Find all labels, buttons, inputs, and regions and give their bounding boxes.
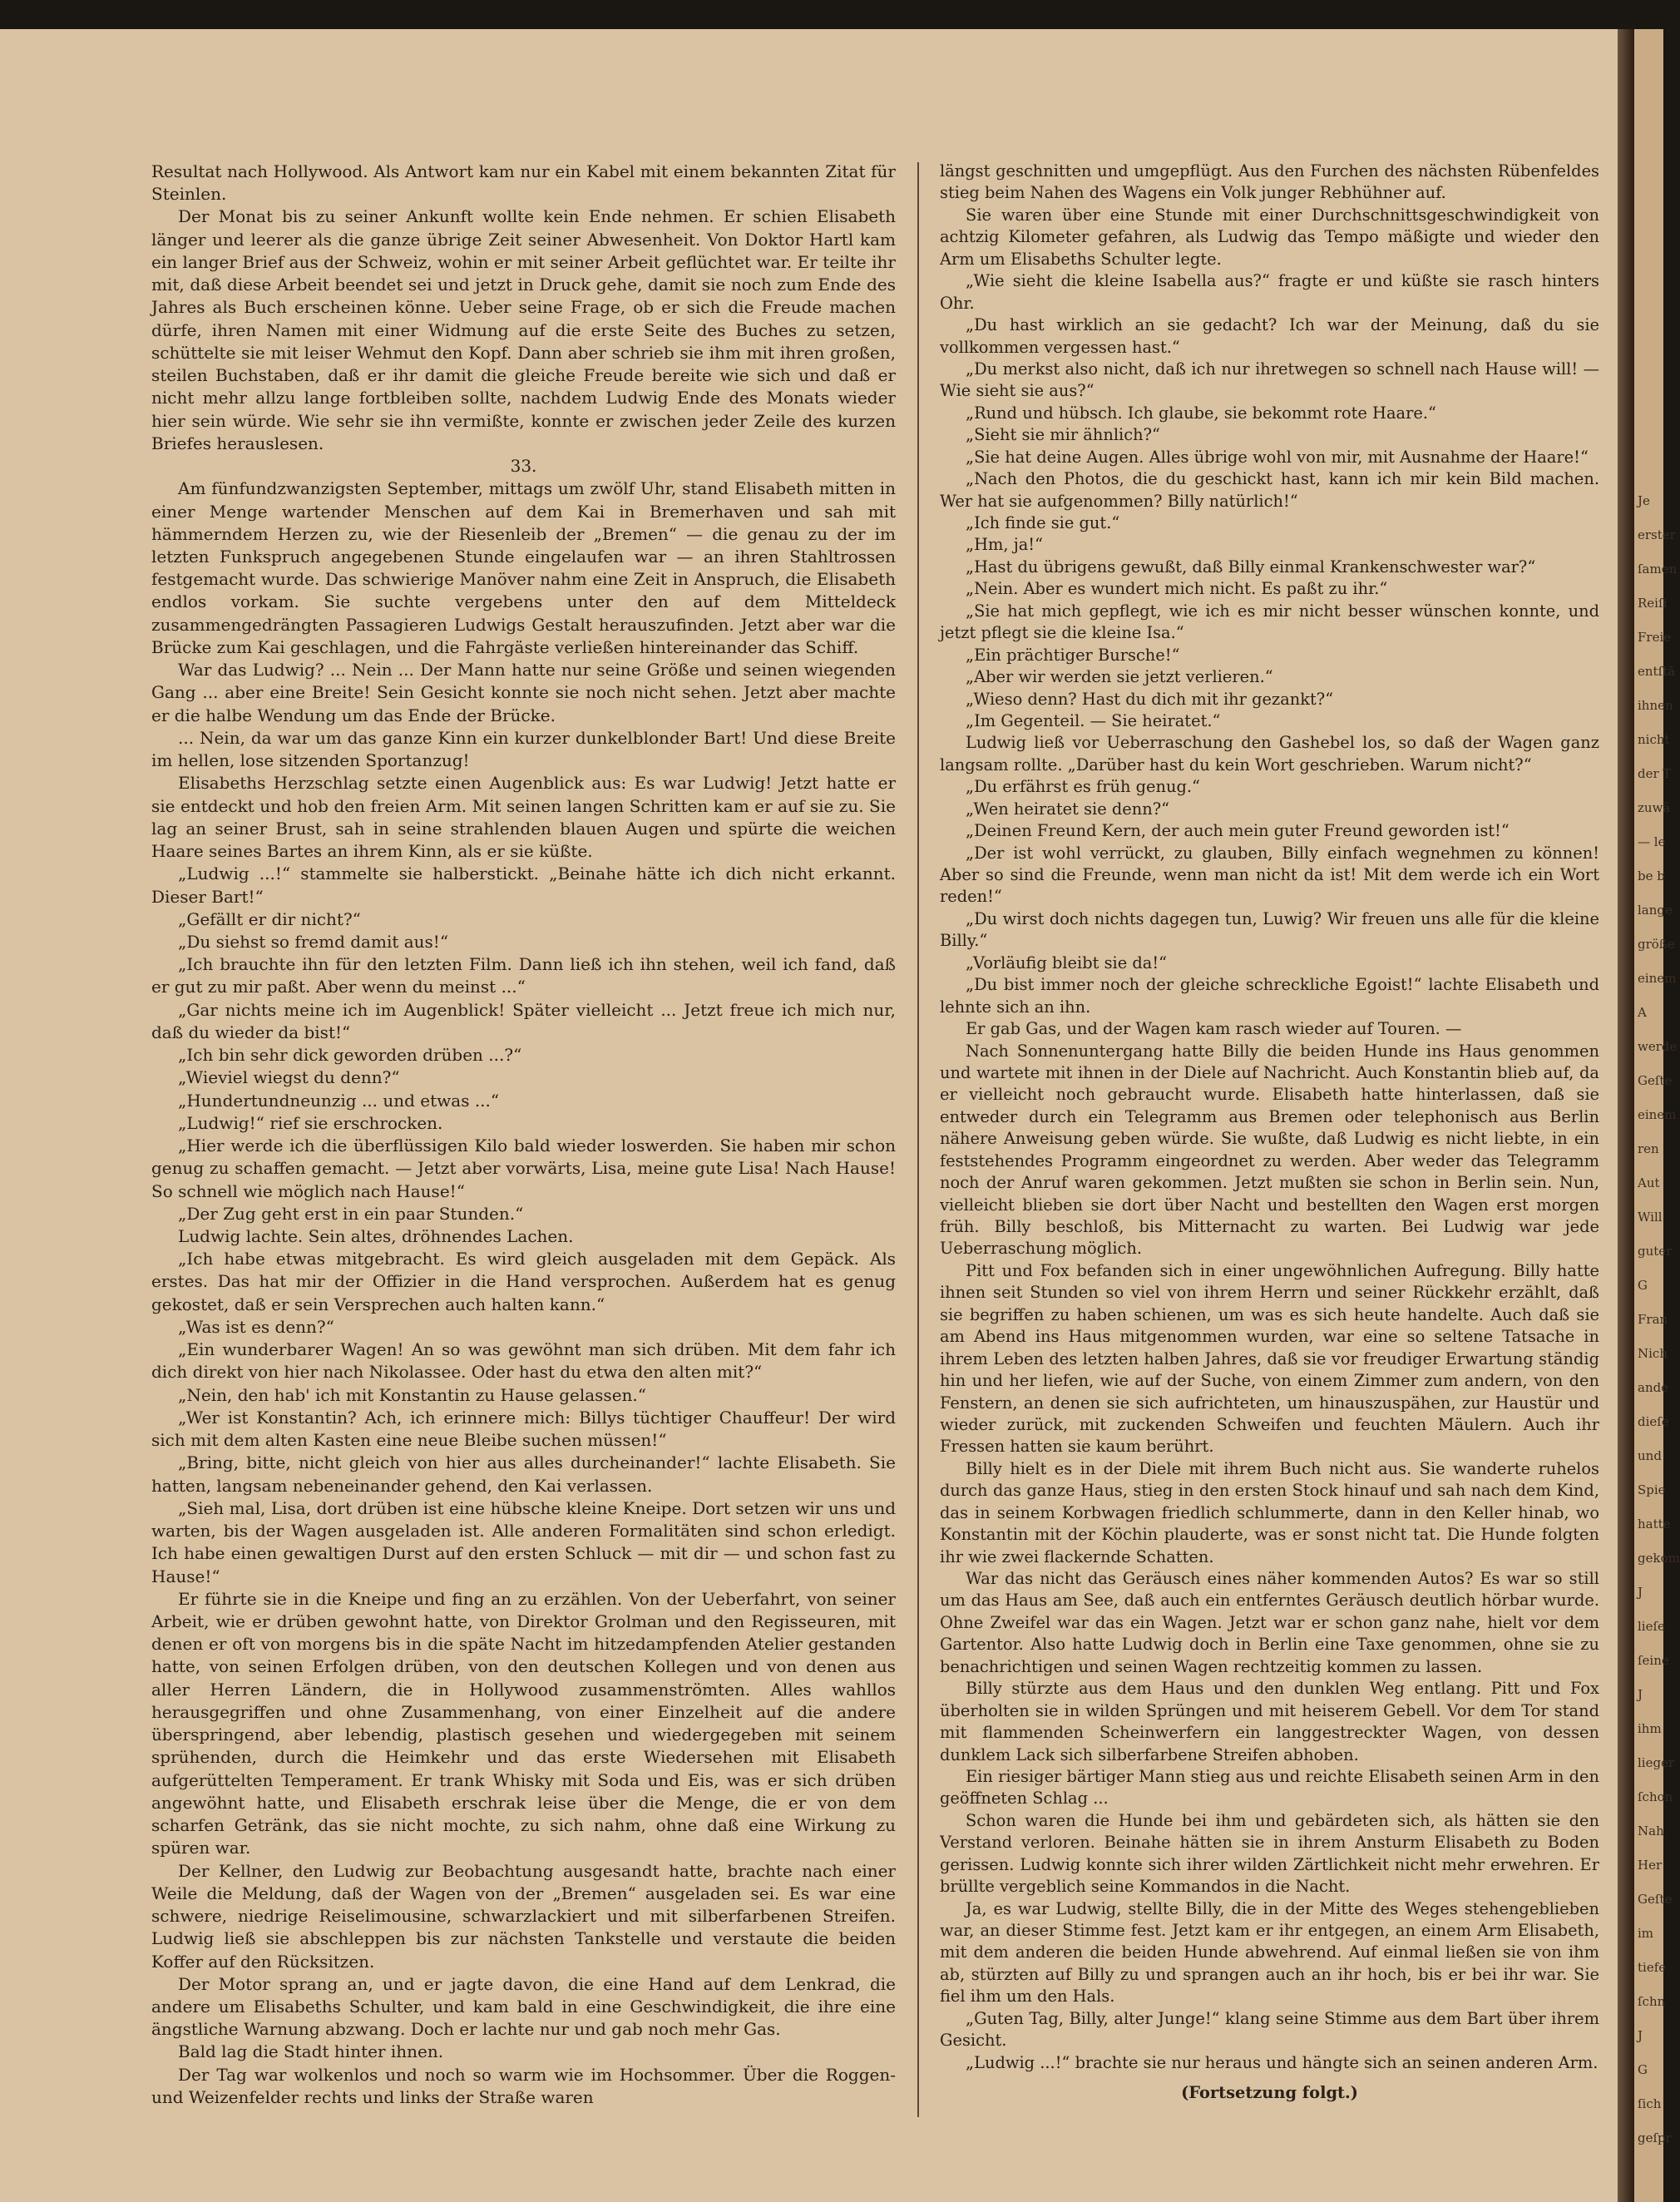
next-page-fragment: nicht	[1638, 732, 1670, 747]
paragraph: „Aber wir werden sie jetzt verlieren.“	[966, 667, 1273, 687]
paragraph: „Du wirst doch nichts dagegen tun, Luwig? Wir freuen uns alle für die kleine Billy.“	[940, 908, 1599, 951]
paragraph: Der Monat bis zu seiner Ankunft wollte kein Ende nehmen. Er schien Elisabeth länger und leerer als die ganze übrige Zeit seiner Abwesenheit. Von Doktor Hartl kam ein langer Brief aus der Schweiz, wohin er mit seiner Arbeit geflüchtet war. Er teilte ihr mit, daß diese Arbeit beendet sei und jetzt in Druck gehe, damit sie noch zum Ende des Jahres als Buch erscheinen könne. Ueber seine Frage, ob er sich die Freude machen dürfe, ihren Namen mit einer Widmung auf die erste Seite des Buches zu setzen, schüttelte sie mit leiser Wehmut den Kopf. Dann aber schrieb sie ihm mit ihren großen, steilen Buchstaben, daß er ihr damit die gleiche Freude bereite wie sich und daß er nicht mehr allzu lange fortbleiben sollte, nachdem Ludwig Ende des Monats wieder hier sein würde. Wie sehr sie ihn vermißte, konnte er zwischen jeder Zeile des kurzen Briefes herauslesen.	[151, 206, 896, 453]
paragraph: „Der ist wohl verrückt, zu glauben, Billy einfach wegnehmen zu können! Aber so sind die Freunde, wenn man nicht da ist! Mit dem werde ich ein Wort reden!“	[940, 843, 1599, 907]
next-page-fragment: Freie	[1638, 630, 1672, 645]
next-page-fragment: größe	[1638, 937, 1675, 952]
paragraph: „Du siehst so fremd damit aus!“	[178, 931, 449, 952]
paragraph: Sie waren über eine Stunde mit einer Durchschnittsgeschwindigkeit von achtzig Kilometer gefahren, als Ludwig das Tempo mäßigte und wieder den Arm um Elisabeths Schulter legte.	[940, 205, 1599, 269]
next-page-fragment: Aut	[1638, 1175, 1660, 1190]
page-gutter-shadow	[1618, 29, 1634, 2202]
next-page-fragment: werde	[1638, 1039, 1678, 1054]
next-page-fragment: zuwä	[1638, 800, 1671, 815]
paragraph: „Ludwig ...!“ brachte sie nur heraus und hängte sich an seinen anderen Arm.	[966, 2052, 1598, 2072]
chapter-number: 33.	[510, 456, 537, 477]
next-page-fragment: und	[1638, 1448, 1662, 1463]
next-page-fragment: tiefe	[1638, 1960, 1667, 1975]
next-page-fragment: G	[1638, 2062, 1648, 2077]
paragraph: Nach Sonnenuntergang hatte Billy die beiden Hunde ins Haus genommen und wartete mit ihnen in der Diele auf Nachricht. Auch Konstantin blieb auf, da er vielleicht noch gebraucht wurde. Elisabeth hatte hinterlassen, daß sie entweder durch ein Telegramm aus Bremen oder telephonisch aus Berlin nähere Anweisung geben würde. Sie wußte, daß Ludwig es nicht liebte, in ein feststehendes Programm eingeordnet zu werden. Aber weder das Telegramm noch der Anruf waren gekommen. Jetzt mußten sie schon in Berlin sein. Nun, vielleicht blieben sie dort über Nacht und bestellten den Wagen erst morgen früh. Billy beschloß, bis Mitternacht zu warten. Bei Ludwig war jede Ueberraschung möglich.	[940, 1041, 1599, 1259]
paragraph: Ludwig lachte. Sein altes, dröhnendes Lachen.	[178, 1226, 574, 1247]
paragraph: „Wen heiratet sie denn?“	[966, 799, 1170, 819]
paragraph: „Wieso denn? Hast du dich mit ihr gezankt?“	[966, 689, 1334, 709]
paragraph: „Gefällt er dir nicht?“	[178, 908, 361, 929]
text-column-right	[940, 161, 1599, 2105]
paragraph: ... Nein, da war um das ganze Kinn ein kurzer dunkelblonder Bart! Und diese Breite im hellen, lose sitzenden Sportanzug!	[151, 727, 896, 771]
next-page-fragment: einem	[1638, 1107, 1677, 1122]
paragraph: „Ludwig!“ rief sie erschrocken.	[178, 1112, 443, 1133]
paragraph: Elisabeths Herzschlag setzte einen Augenblick aus: Es war Ludwig! Jetzt hatte er sie entdeckt und hob den freien Arm. Mit seinen langen Schritten kam er auf sie zu. Sie lag an seiner Brust, sah in seine strahlenden blauen Augen und spürte die weichen Haare seines Bartes an ihrem Kinn, als er sie küßte.	[151, 773, 896, 862]
next-page-fragment: — le	[1638, 834, 1666, 849]
paragraph: Resultat nach Hollywood. Als Antwort kam nur ein Kabel mit einem bekannten Zitat für Steinlen.	[151, 161, 896, 205]
paragraph: Schon waren die Hunde bei ihm und gebärdeten sich, als hätten sie den Verstand verloren. Beinahe hätten sie in ihrem Ansturm Elisabeth zu Boden gerissen. Ludwig konnte sich ihrer wilden Zärtlichkeit nicht mehr erwehren. Er brüllte vergeblich seine Kommandos in die Nacht.	[940, 1810, 1599, 1897]
next-page-fragment: ſeine	[1638, 1653, 1669, 1668]
next-page-fragment: Geſte	[1638, 1892, 1673, 1907]
paragraph: „Sie hat deine Augen. Alles übrige wohl von mir, mit Ausnahme der Haare!“	[966, 447, 1589, 467]
paragraph: längst geschnitten und umgepflügt. Aus den Furchen des nächsten Rübenfeldes stieg beim Nahen des Wagens ein Volk junger Rebhühner auf.	[940, 161, 1599, 203]
paragraph: „Hast du übrigens gewußt, daß Billy einmal Krankenschwester war?“	[966, 557, 1536, 576]
paragraph: „Was ist es denn?“	[178, 1316, 334, 1337]
paragraph: „Du erfährst es früh genug.“	[966, 777, 1200, 797]
paragraph: „Sieh mal, Lisa, dort drüben ist eine hübsche kleine Kneipe. Dort setzen wir uns und warten, bis der Wagen ausgeladen ist. Alle anderen Formalitäten sind schon erledigt. Ich habe einen gewaltigen Durst auf den ersten Schluck — mit dir — und schon fast zu Hause!“	[151, 1497, 896, 1586]
paragraph: Der Kellner, den Ludwig zur Beobachtung ausgesandt hatte, brachte nach einer Weile die Meldung, daß der Wagen von der „Bremen“ ausgeladen sei. Es war eine schwere, niedrige Reiselimousine, schwarzlackiert und mit silberfarbenen Streifen. Ludwig ließ sie abschleppen bis zur nächsten Tankstelle und verstaute die beiden Koffer auf den Rücksitzen.	[151, 1860, 896, 1972]
next-page-fragment: lange	[1638, 903, 1673, 918]
paragraph: Er führte sie in die Kneipe und fing an zu erzählen. Von der Ueberfahrt, von seiner Arbeit, wie er drüben gewohnt hatte, von Direktor Grolman und den Regisseuren, mit denen er oft von morgens bis in die späte Nacht im hitzedampfenden Atelier gestanden hatte, von seinen Erfolgen drüben, von den deutschen Kollegen und von denen aus aller Herren Ländern, die in Hollywood zusammenströmten. Alles wahllos herausgegriffen und ohne Zusammenhang, von einer Einzelheit auf die andere überspringend, aber lebendig, plastisch gesehen und wiedergegeben mit seinem sprühenden, durch die Heimkehr und das erste Wiedersehen mit Elisabeth aufgerüttelten Temperament. Er trank Whisky mit Soda und Eis, was er sich drüben angewöhnt hatte, und Elisabeth erschrak leise über die Menge, die er von dem scharfen Getränk, das sie nicht mochte, zu sich nahm, ohne daß eine Wirkung zu spüren war.	[151, 1588, 896, 1858]
paragraph: Billy stürzte aus dem Haus und den dunklen Weg entlang. Pitt und Fox überholten sie in wilden Sprüngen und mit heiserem Gebell. Vor dem Tor stand mit flammenden Scheinwerfern ein langgestreckter Wagen, von dessen dunklem Lack sich silberfarbene Streifen abhoben.	[940, 1679, 1599, 1764]
paragraph: „Du bist immer noch der gleiche schreckliche Egoist!“ lachte Elisabeth und lehnte sich an ihn.	[940, 975, 1599, 1017]
paragraph: „Ein wunderbarer Wagen! An so was gewöhnt man sich drüben. Mit dem fahr ich dich direkt von hier nach Nikolassee. Oder hast du etwa den alten mit?“	[151, 1339, 896, 1383]
paragraph: „Guten Tag, Billy, alter Junge!“ klang seine Stimme aus dem Bart über ihrem Gesicht.	[940, 2008, 1599, 2051]
adjacent-page-edge	[1634, 29, 1680, 2202]
next-page-fragment: dieſe	[1638, 1414, 1669, 1429]
next-page-fragment: ſich	[1638, 2096, 1662, 2111]
next-page-fragment: ren	[1638, 1141, 1659, 1156]
continuation-note: (Fortsetzung folgt.)	[1181, 2083, 1358, 2103]
next-page-fragment: der T	[1638, 766, 1672, 781]
paragraph: „Wer ist Konstantin? Ach, ich erinnere mich: Billys tüchtiger Chauffeur! Der wird sich mit dem alten Kasten eine neue Bleibe suchen müssen!“	[151, 1407, 896, 1451]
next-page-fragment: im	[1638, 1926, 1654, 1941]
next-page-fragment: A	[1638, 1005, 1647, 1020]
paragraph: „Bring, bitte, nicht gleich von hier aus alles durcheinander!“ lachte Elisabeth. Sie hatten, langsam nebeneinander gehend, den Kai verlassen.	[151, 1452, 896, 1496]
paragraph: „Du hast wirklich an sie gedacht? Ich war der Meinung, daß du sie vollkommen vergessen hast.“	[940, 315, 1599, 357]
paragraph: „Wieviel wiegst du denn?“	[178, 1067, 400, 1088]
paragraph: „Der Zug geht erst in ein paar Stunden.“	[178, 1203, 524, 1224]
paragraph: Billy hielt es in der Diele mit ihrem Buch nicht aus. Sie wanderte ruhelos durch das ganze Haus, stieg in den ersten Stock hinauf und sah nach dem Kind, das in seinem Korbwagen friedlich schlummerte, dann in den Keller hinab, wo Konstantin mit der Köchin plauderte, was er sonst nicht tat. Die Hunde folgten ihr wie zwei flackernde Schatten.	[940, 1458, 1599, 1566]
paragraph: Am fünfundzwanzigsten September, mittags um zwölf Uhr, stand Elisabeth mitten in einer Menge wartender Menschen auf dem Kai in Bremerhaven und sah mit hämmerndem Herzen zu, wie der Riesenleib der „Bremen“ — die genau zu der im letzten Funkspruch angegebenen Stunde eingelaufen war — an ihren Stahltrossen festgemacht wurde. Das schwierige Manöver nahm eine Zeit in Anspruch, die Elisabeth endlos vorkam. Sie suchte vergebens unter den auf dem Mitteldeck zusammengedrängten Passagieren Ludwigs Gestalt herauszufinden. Jetzt aber war die Brücke zum Kai geschlagen, und die Fahrgäste verließen hintereinander das Schiff.	[151, 478, 896, 657]
paragraph: „Ich brauchte ihn für den letzten Film. Dann ließ ich ihn stehen, weil ich fand, daß er gut zu mir paßt. Aber wenn du meinst ...“	[151, 954, 896, 997]
paragraph: „Du merkst also nicht, daß ich nur ihretwegen so schnell nach Hause will! — Wie sieht sie aus?“	[940, 359, 1599, 401]
paragraph: Der Motor sprang an, und er jagte davon, die eine Hand auf dem Lenkrad, die andere um Elisabeths Schulter, und kam bald in eine Geschwindigkeit, die ihre eine ängstliche Warnung abzwang. Doch er lachte nur und gab noch mehr Gas.	[151, 1973, 896, 2040]
paragraph: Der Tag war wolkenlos und noch so warm wie im Hochsommer. Über die Roggen- und Weizenfelder rechts und links der Straße waren	[151, 2064, 896, 2107]
paragraph: Pitt und Fox befanden sich in einer ungewöhnlichen Aufregung. Billy hatte ihnen seit Stunden so viel von ihrem Herrn und seiner Rückkehr erzählt, daß sie begriffen zu haben schienen, um was es sich heute handelte. Auch daß sie am Abend ins Haus mitgenommen wurden, war eine so seltene Tatsache in ihrem Leben des letzten halben Jahres, daß sie vor freudiger Erwartung ständig hin und her liefen, wie auf der Suche, von einem Zimmer zum andern, von den Fenstern, an denen sie sich aufrichteten, um hinauszuspähen, zur Haustür und wieder zurück, mit zuckenden Schweifen und feuchten Mäulern. Auch ihr Fressen hatten sie kaum berührt.	[940, 1260, 1599, 1457]
paragraph: Ein riesiger bärtiger Mann stieg aus und reichte Elisabeth seinen Arm in den geöffneten Schlag ...	[940, 1766, 1599, 1809]
next-page-fragment: lieſe	[1638, 1619, 1665, 1634]
next-page-fragment: Nich	[1638, 1346, 1668, 1361]
paragraph: „Im Gegenteil. — Sie heiratet.“	[966, 710, 1221, 730]
next-page-fragment: Nah	[1638, 1823, 1664, 1838]
paragraph: „Hundertundneunzig ... und etwas ...“	[178, 1090, 500, 1111]
paragraph: „Hm, ja!“	[966, 535, 1043, 555]
next-page-fragment: geſpr	[1638, 2130, 1672, 2145]
paragraph: Ludwig ließ vor Ueberraschung den Gashebel los, so daß der Wagen ganz langsam rollte. „Darüber hast du kein Wort geschrieben. Warum nicht?“	[940, 733, 1599, 774]
next-page-fragment: J	[1638, 1687, 1643, 1702]
next-page-fragment: G	[1638, 1278, 1648, 1293]
next-page-fragment: entſtā	[1638, 664, 1676, 679]
next-page-fragment: Will	[1638, 1210, 1663, 1225]
next-page-fragment: Je	[1638, 493, 1650, 508]
paragraph: „Ich habe etwas mitgebracht. Es wird gleich ausgeladen mit dem Gepäck. Als erstes. Das hat mir der Offizier in die Hand versprochen. Außerdem hat es genug gekostet, daß er sein Versprechen auch halten kann.“	[151, 1249, 896, 1314]
next-page-fragment: Geſte	[1638, 1073, 1673, 1088]
next-page-fragment: ihnen	[1638, 698, 1673, 713]
next-page-fragment: ihm	[1638, 1721, 1662, 1736]
paragraph: Bald lag die Stadt hinter ihnen.	[178, 2041, 444, 2062]
next-page-fragment: einem	[1638, 971, 1677, 986]
text-column-left	[151, 161, 896, 2109]
next-page-fragment: lieger	[1638, 1755, 1675, 1770]
paragraph: „Ludwig ...!“ stammelte sie halberstickt. „Beinahe hätte ich dich nicht erkannt. Dieser Bart!“	[151, 863, 896, 907]
next-page-fragment: J	[1638, 2028, 1643, 2043]
next-page-fragment: hatte	[1638, 1517, 1671, 1532]
next-page-fragment: ande	[1638, 1380, 1669, 1395]
paragraph: „Gar nichts meine ich im Augenblick! Später vielleicht ... Jetzt freue ich mich nur, daß du wieder da bist!“	[151, 999, 896, 1042]
paragraph: „Deinen Freund Kern, der auch mein guter Freund geworden ist!“	[966, 821, 1510, 841]
next-page-fragment: J	[1638, 1585, 1643, 1600]
paragraph: „Nein, den hab' ich mit Konstantin zu Hause gelassen.“	[178, 1384, 646, 1405]
paragraph: Er gab Gas, und der Wagen kam rasch wieder auf Touren. —	[966, 1019, 1462, 1039]
next-page-fragment: Spie	[1638, 1482, 1666, 1497]
paragraph: „Sie hat mich gepflegt, wie ich es mir nicht besser wünschen konnte, und jetzt pflegt sie die kleine Isa.“	[940, 601, 1599, 643]
paragraph: „Sieht sie mir ähnlich?“	[966, 425, 1160, 445]
paragraph: War das Ludwig? ... Nein ... Der Mann hatte nur seine Größe und seinen wiegenden Gang ... aber eine Breite! Sein Gesicht konnte sie noch nicht sehen. Jetzt aber machte er die halbe Wendung um das Ende der Brücke.	[151, 660, 896, 725]
paragraph: „Wie sieht die kleine Isabella aus?“ fragte er und küßte sie rasch hinters Ohr.	[940, 271, 1599, 313]
next-page-fragment: guter	[1638, 1244, 1673, 1259]
next-page-fragment: erster	[1638, 527, 1676, 542]
paragraph: „Ich bin sehr dick geworden drüben ...?“	[178, 1045, 522, 1066]
next-page-fragment: be b	[1638, 868, 1665, 883]
paragraph: Ja, es war Ludwig, stellte Billy, die in der Mitte des Weges stehengeblieben war, an dieser Stimme fest. Jetzt kam er ihr entgegen, an einem Arm Elisabeth, mit dem anderen die beiden Hunde abwehrend. Auf einmal ließen sie von ihm ab, stürzten auf Billy zu und sprangen auch an ihr hoch, bis er bei ihr war. Sie fiel ihm um den Hals.	[940, 1898, 1599, 2007]
next-page-fragment: Fran	[1638, 1312, 1668, 1327]
paragraph: War das nicht das Geräusch eines näher kommenden Autos? Es war so still um das Haus am See, daß auch ein entferntes Geräusch deutlich hörbar wurde. Ohne Zweifel war das ein Wagen. Jetzt war er schon ganz nahe, hielt vor dem Gartentor. Also hatte Ludwig doch in Berlin eine Taxe genommen, ohne sie zu benachrichtigen und seinen Wagen rechtzeitig kommen zu lassen.	[940, 1569, 1599, 1676]
next-page-fragment: ſamen	[1638, 562, 1678, 576]
paragraph: „Ich finde sie gut.“	[966, 513, 1120, 532]
paragraph: „Rund und hübsch. Ich glaube, sie bekommt rote Haare.“	[966, 403, 1436, 423]
paragraph: „Vorläufig bleibt sie da!“	[966, 953, 1168, 972]
paragraph: „Hier werde ich die überflüssigen Kilo bald wieder loswerden. Sie haben mir schon genug zu schaffen gemacht. — Jetzt aber vorwärts, Lisa, meine gute Lisa! Nach Hause! So schnell wie möglich nach Hause!“	[151, 1136, 896, 1201]
next-page-fragment: ſchn	[1638, 1994, 1666, 2009]
next-page-fragment: Her	[1638, 1858, 1663, 1873]
next-page-fragment: gekom	[1638, 1551, 1680, 1566]
paragraph: „Ein prächtiger Bursche!“	[966, 645, 1180, 665]
column-divider	[917, 162, 919, 2117]
next-page-fragment: Reiſi	[1638, 596, 1668, 611]
next-page-fragment: ſchon	[1638, 1789, 1673, 1804]
paragraph: „Nein. Aber es wundert mich nicht. Es paßt zu ihr.“	[966, 579, 1388, 599]
paragraph: „Nach den Photos, die du geschickt hast, kann ich mir kein Bild machen. Wer hat sie aufgenommen? Billy natürlich!“	[940, 469, 1599, 511]
newspaper-page	[0, 29, 1618, 2202]
